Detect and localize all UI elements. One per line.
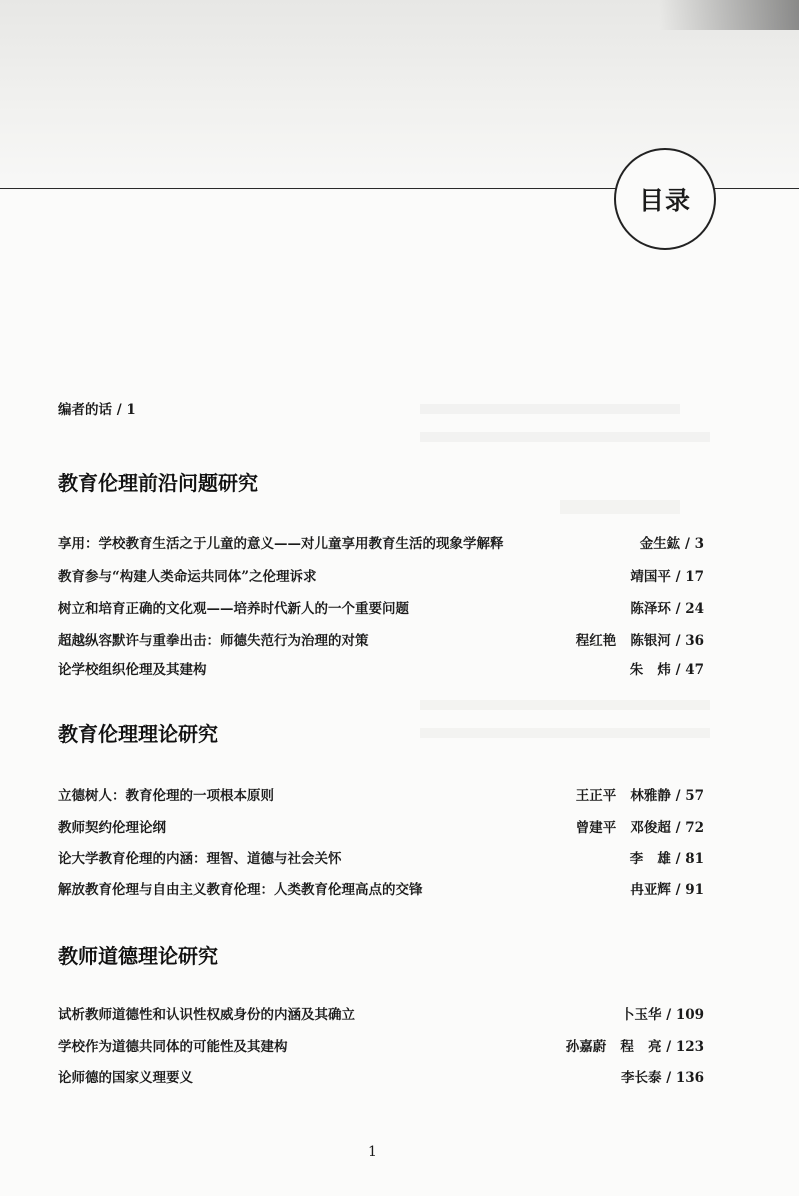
entry-authors: 程红艳 陈银河 [575,633,671,649]
entry-authors: 金生鈜 [639,536,681,552]
entry-title: 试析教师道德性和认识性权威身份的内涵及其确立 [58,1007,355,1023]
contents-badge [614,148,716,250]
entry-page: / 3 [684,536,704,552]
editor-note-label: 编者的话 [58,402,112,418]
entry-page: / 81 [675,851,704,867]
entry-authors: 朱 炜 [629,662,671,678]
entry-title: 学校作为道德共同体的可能性及其建构 [58,1039,288,1055]
entry-title: 享用：学校教育生活之于儿童的意义——对儿童享用教育生活的现象学解释 [58,536,504,552]
entry-title: 超越纵容默许与重拳出击：师德失范行为治理的对策 [58,633,369,649]
toc-entry[interactable] [58,818,704,838]
toc-entry[interactable] [58,599,704,619]
entry-title: 树立和培育正确的文化观——培养时代新人的一个重要问题 [58,601,409,617]
toc-entry[interactable] [58,849,704,869]
entry-authors: 李 雄 [629,851,671,867]
entry-page: / 91 [675,882,704,898]
entry-authors: 陈泽环 [630,601,671,617]
entry-authors: 冉亚辉 [630,882,671,898]
entry-title: 论学校组织伦理及其建构 [58,662,207,678]
toc-entry[interactable] [58,631,704,651]
toc-entry[interactable] [58,786,704,806]
section-heading: 教育伦理前沿问题研究 [58,471,258,495]
toc-entry[interactable] [58,1037,704,1057]
section-heading: 教师道德理论研究 [58,944,218,968]
entry-page: / 24 [675,601,704,617]
section-heading: 教育伦理理论研究 [58,722,218,746]
entry-page: / 17 [675,569,704,585]
entry-title: 立德树人：教育伦理的一项根本原则 [58,788,274,804]
entry-title: 解放教育伦理与自由主义教育伦理：人类教育伦理高点的交锋 [58,882,423,898]
entry-page: / 72 [675,820,704,836]
entry-authors: 靖国平 [630,569,671,585]
entry-page: / 57 [675,788,704,804]
entry-title: 论大学教育伦理的内涵：理智、道德与社会关怀 [58,851,342,867]
editor-note-page: / 1 [116,402,136,418]
entry-title: 教师契约伦理论纲 [58,820,166,836]
toc-entry[interactable] [58,880,704,900]
toc-entry[interactable] [58,1068,704,1088]
footer-page-number: 1 [368,1144,377,1160]
entry-authors: 孙嘉蔚 程 亮 [565,1039,662,1055]
toc-entry[interactable] [58,534,704,554]
entry-authors: 李长泰 [620,1070,662,1086]
page-corner-shadow [659,0,799,30]
entry-authors: 曾建平 邓俊超 [575,820,671,836]
entry-page: / 109 [666,1007,704,1023]
entry-page: / 123 [666,1039,704,1055]
entry-title: 教育参与“构建人类命运共同体”之伦理诉求 [58,569,317,585]
editor-note-entry[interactable] [58,400,136,420]
toc-entry[interactable] [58,1005,704,1025]
entry-authors: 王正平 林雅静 [575,788,671,804]
entry-title: 论师德的国家义理要义 [58,1070,193,1086]
toc-entry[interactable] [58,567,704,587]
entry-authors: 卜玉华 [620,1007,662,1023]
entry-page: / 47 [675,662,704,678]
entry-page: / 136 [666,1070,704,1086]
toc-entry[interactable] [58,660,704,680]
contents-title: 目录 [638,186,691,215]
entry-page: / 36 [675,633,704,649]
